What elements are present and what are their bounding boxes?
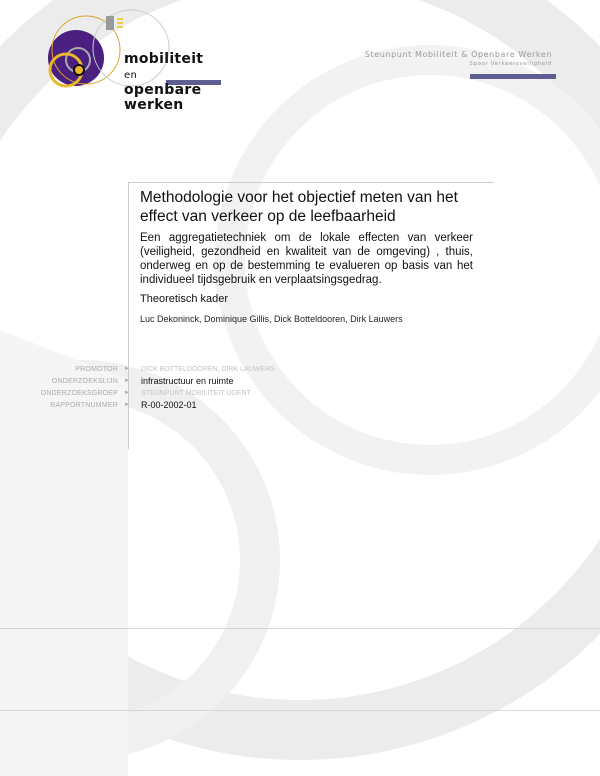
logo-line2: openbare werken	[124, 82, 202, 113]
report-authors: Luc Dekoninck, Dominique Gillis, Dick Botteldooren, Dirk Lauwers	[140, 314, 403, 324]
organization-name: Steunpunt Mobiliteit & Openbare Werken	[364, 50, 552, 59]
logo-line1: mobiliteit	[124, 51, 204, 67]
research-track: Spoor Verkeersveiligheid	[469, 61, 552, 67]
report-subtitle: Een aggregatietechniek om de lokale effecten van verkeer (veiligheid, gezondheid en kwaliteit van de omgeving) , thuis, onderweg en op de bestemming te evalueren op basis van het individueel tijdsgebruik en verplaatsingsgedrag.	[140, 232, 473, 286]
logo-line1-small: en	[124, 70, 138, 81]
report-metadata	[20, 363, 473, 411]
logo	[36, 8, 221, 113]
arrow-right-icon: ►	[124, 378, 130, 384]
meta-label: ONDERZOEKSLIJN	[51, 377, 118, 385]
divider-line	[0, 710, 600, 711]
report-title: Methodologie voor het objectief meten van het effect van verkeer op de leefbaarheid	[140, 189, 458, 225]
arrow-right-icon: ►	[124, 390, 130, 396]
header-rule	[470, 74, 556, 79]
divider-line	[0, 628, 600, 629]
meta-label: ONDERZOEKSGROEP	[40, 389, 118, 397]
arrow-right-icon: ►	[124, 402, 130, 408]
meta-row-onderzoekslijn	[20, 375, 473, 387]
arrow-right-icon: ►	[124, 366, 130, 372]
meta-label: RAPPORTNUMMER	[50, 401, 118, 409]
meta-row-rapportnummer	[20, 399, 473, 411]
meta-label: PROMOTOR	[75, 365, 118, 373]
meta-value: DICK BOTTELDOOREN, DIRK LAUWERS	[141, 365, 275, 373]
meta-value: R-00-2002-01	[141, 400, 197, 410]
meta-row-onderzoeksgroep	[20, 387, 473, 399]
report-content	[40, 188, 473, 411]
meta-row-promotor	[20, 363, 473, 375]
report-part: Theoretisch kader	[140, 293, 229, 305]
meta-value: STEUNPUNT MOBILITEIT UGENT	[141, 389, 251, 397]
meta-value: infrastructuur en ruimte	[141, 376, 234, 386]
